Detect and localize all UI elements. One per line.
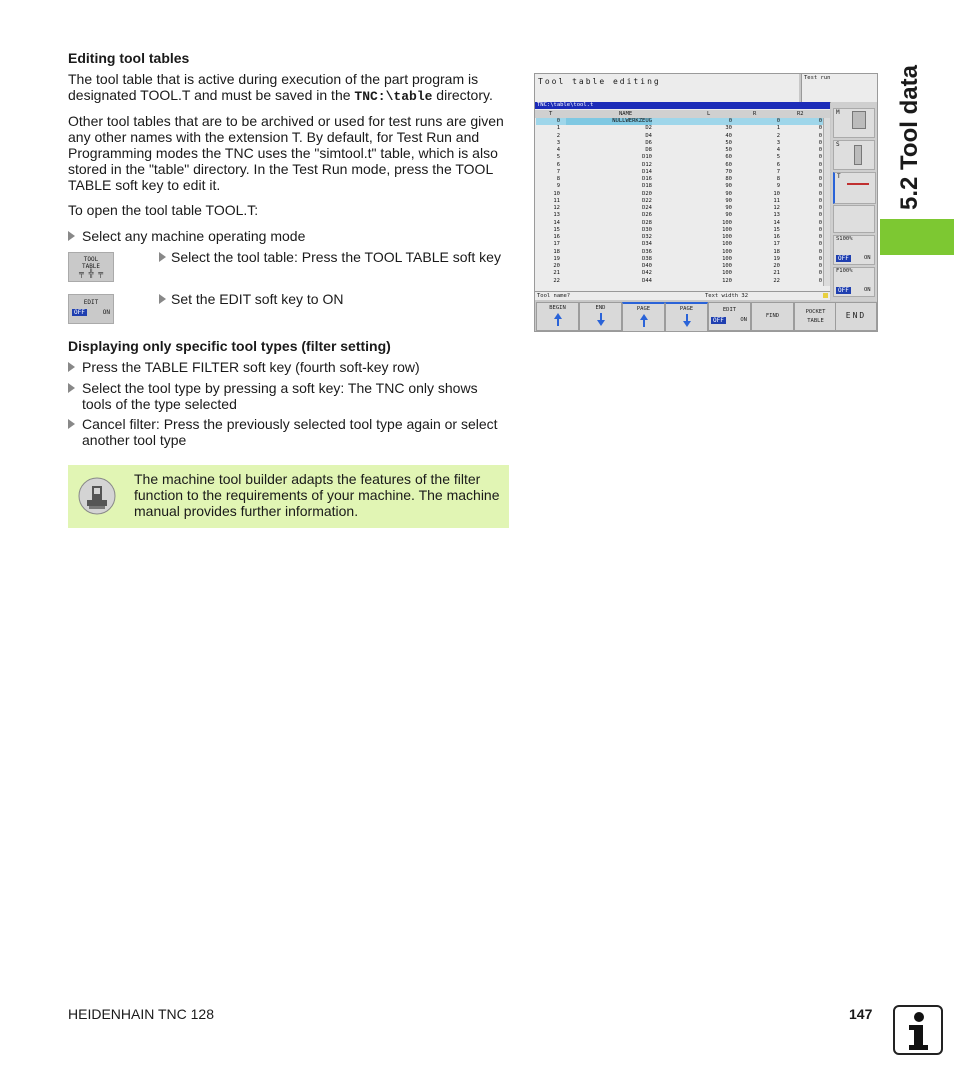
feed-off: OFF — [838, 287, 849, 294]
table-cell: 120 — [722, 277, 732, 284]
table-cell: 50 — [725, 139, 732, 146]
table-cell: 12 — [553, 205, 560, 211]
table-cell: 12 — [773, 205, 780, 211]
softkey-pocket-table[interactable] — [794, 302, 837, 331]
col-name: NAME — [619, 111, 633, 117]
table-cell: 16 — [553, 234, 560, 240]
edit-softkey-icon — [68, 294, 114, 324]
table-cell: 4 — [776, 147, 780, 153]
edit-on: ON — [740, 317, 747, 323]
table-cell: 60 — [725, 161, 732, 168]
table-cell: 90 — [725, 205, 732, 211]
table-cell: 0 — [818, 241, 822, 248]
col-r: R — [753, 111, 757, 117]
table-cell: 20 — [773, 263, 780, 269]
directory-code: TNC:\table — [354, 89, 433, 104]
on-indicator: ON — [102, 309, 110, 316]
table-cell: D16 — [642, 176, 652, 182]
table-cell: D42 — [642, 270, 652, 277]
table-cell: D2 — [645, 125, 652, 132]
spindle-override-label: S100% — [836, 236, 853, 242]
table-cell: 0 — [728, 118, 732, 124]
spindle-override[interactable] — [833, 235, 875, 265]
step-edit-on — [159, 291, 519, 307]
tool-length-icon — [847, 183, 869, 185]
table-cell: 0 — [818, 147, 822, 153]
bullet-filter-3 — [68, 416, 508, 448]
table-scrollbar[interactable] — [823, 118, 830, 286]
table-cell: 1 — [776, 125, 780, 132]
table-cell: NULLWERKZEUG — [566, 118, 652, 125]
table-cell: 0 — [818, 183, 822, 190]
table-cell: 10 — [553, 190, 560, 197]
table-cell: D26 — [642, 212, 652, 219]
note-text: The machine tool builder adapts the features of the filter function to the requirements of your machine. The machine manual provides further information. — [134, 471, 500, 519]
table-cell: 22 — [773, 277, 780, 284]
table-cell: D36 — [642, 248, 652, 255]
mode-panel — [801, 74, 877, 103]
info-icon — [893, 1005, 943, 1055]
softkey-label: PAGE — [636, 306, 651, 312]
table-cell: D32 — [642, 234, 652, 240]
table-cell: 0 — [818, 190, 822, 197]
table-cell: 0 — [818, 277, 822, 284]
softkey-label-tool: TOOL — [83, 256, 99, 263]
softkey-begin[interactable] — [536, 302, 579, 331]
table-cell: 40 — [725, 132, 732, 139]
arrow-down-icon — [597, 320, 605, 326]
table-cell: 17 — [773, 241, 780, 248]
col-t: T — [549, 111, 553, 117]
table-cell: 0 — [818, 168, 822, 175]
side-key-m[interactable]: M — [833, 108, 875, 138]
table-cell: 0 — [556, 118, 560, 124]
bullet-text: Select the tool type by pressing a soft key: The TNC only shows tools of the type selected — [82, 380, 478, 412]
table-cell: 50 — [725, 147, 732, 153]
side-key-blank[interactable] — [833, 205, 875, 233]
table-cell: 0 — [776, 118, 780, 124]
table-cell: 0 — [818, 248, 822, 255]
softkey-end-exit[interactable] — [835, 302, 877, 331]
table-cell: 0 — [818, 139, 822, 146]
col-r2: R2 — [797, 111, 804, 117]
table-cell: 21 — [773, 270, 780, 277]
table-cell: 0 — [818, 226, 822, 233]
table-cell: 6 — [556, 161, 560, 168]
side-softkey-panel — [831, 102, 877, 301]
table-cell: 9 — [556, 183, 560, 190]
bullet-arrow-icon — [68, 231, 75, 241]
table-cell: 8 — [776, 176, 780, 182]
softkey-edit[interactable] — [708, 302, 751, 331]
table-cell: 0 — [818, 161, 822, 168]
table-cell: D20 — [642, 190, 652, 197]
table-row[interactable] — [536, 278, 830, 285]
table-cell: 4 — [556, 147, 560, 153]
table-cell: 70 — [725, 168, 732, 175]
screen-title: Tool table editing — [538, 77, 661, 86]
para1-text-end: directory. — [432, 87, 493, 103]
table-cell: 0 — [818, 154, 822, 161]
edit-off: OFF — [713, 317, 724, 324]
paragraph-active-table — [68, 71, 508, 105]
table-cell: D12 — [642, 161, 652, 168]
table-cell: D28 — [642, 219, 652, 226]
table-cell: 0 — [818, 234, 822, 240]
table-cell: 90 — [725, 190, 732, 197]
tool-icon — [854, 145, 862, 165]
table-path: TNC:\table\tool.t — [537, 102, 594, 108]
table-cell: 0 — [818, 176, 822, 182]
bullet-text: Select any machine operating mode — [82, 228, 306, 244]
table-cell: 60 — [725, 154, 732, 161]
status-indicator-icon — [823, 293, 828, 298]
table-cell: 90 — [725, 197, 732, 204]
bullet-filter-1 — [68, 359, 508, 375]
col-l: L — [707, 111, 711, 117]
table-cell: 9 — [776, 183, 780, 190]
softkey-page-down[interactable] — [665, 302, 708, 332]
section-color-tab — [880, 219, 954, 255]
table-cell: 10 — [773, 190, 780, 197]
table-cell: 90 — [725, 212, 732, 219]
table-cell: 20 — [553, 263, 560, 269]
table-cell: 16 — [773, 234, 780, 240]
para1-text: The tool table that is active during execution of the part program is designated TOOL.T and must be saved in the — [68, 71, 479, 103]
table-cell: D4 — [645, 132, 652, 139]
table-cell: 100 — [722, 234, 732, 240]
table-cell: 3 — [776, 139, 780, 146]
side-key-t[interactable]: T — [833, 172, 876, 204]
table-cell: 0 — [818, 125, 822, 132]
table-cell: D38 — [642, 255, 652, 262]
table-cell: 0 — [818, 263, 822, 269]
softkey-label: BEGIN — [549, 305, 566, 311]
table-cell: D14 — [642, 168, 652, 175]
arrow-down-icon — [683, 321, 691, 327]
mode-label: Test run — [804, 75, 831, 81]
feed-override[interactable] — [833, 267, 875, 297]
softkey-label: END — [595, 305, 606, 311]
table-cell: D44 — [642, 277, 652, 284]
table-cell: 13 — [773, 212, 780, 219]
side-key-s[interactable]: S — [833, 140, 875, 170]
table-cell: 5 — [776, 154, 780, 161]
table-cell: 100 — [722, 226, 732, 233]
bullet-text: Press the TABLE FILTER soft key (fourth soft-key row) — [82, 359, 420, 375]
tnc-screen — [534, 73, 878, 332]
status-line — [535, 291, 830, 300]
note-box — [68, 465, 509, 528]
bullet-select-mode — [68, 228, 508, 244]
section-heading-filter: Displaying only specific tool types (filter setting) — [68, 338, 391, 354]
step-text: Select the tool table: Press the TOOL TABLE soft key — [171, 249, 501, 265]
table-cell: D30 — [642, 226, 652, 233]
table-cell: 8 — [556, 176, 560, 182]
table-cell: 22 — [553, 277, 560, 284]
paragraph-other-tables: Other tool tables that are to be archived or used for test runs are given any other names with the extension T. By default, for Test Run and Programming modes the TNC uses the "simtool.t" table, which is also stored in the "table" directory. In the Test Run mode, press the TOOL TABLE soft key to edit it. — [68, 113, 504, 193]
status-text-width: Text width 32 — [705, 293, 749, 299]
softkey-page-up[interactable] — [622, 302, 665, 332]
bullet-arrow-icon — [68, 383, 75, 393]
table-cell: 19 — [553, 255, 560, 262]
table-cell: 17 — [553, 241, 560, 248]
table-cell: D22 — [642, 197, 652, 204]
softkey-label-table: TABLE — [81, 263, 101, 270]
softkey-label: EDIT — [722, 307, 737, 313]
table-header — [535, 110, 830, 118]
section-heading-editing: Editing tool tables — [68, 50, 190, 66]
table-cell: 2 — [776, 132, 780, 139]
table-cell: 100 — [722, 241, 732, 248]
table-cell: 0 — [818, 212, 822, 219]
table-cell: D40 — [642, 263, 652, 269]
step-select-tool-table — [159, 249, 519, 265]
bullet-arrow-icon — [68, 419, 75, 429]
feed-override-label: F100% — [836, 268, 853, 274]
table-cell: 90 — [725, 183, 732, 190]
table-cell: D24 — [642, 205, 652, 211]
table-cell: 13 — [553, 212, 560, 219]
status-prompt: Tool name? — [537, 293, 571, 299]
table-cell: 100 — [722, 263, 732, 269]
spindle-off: OFF — [838, 255, 849, 262]
paragraph-open-table: To open the tool table TOOL.T: — [68, 202, 259, 218]
page-number: 147 — [849, 1006, 873, 1022]
path-bar — [535, 102, 830, 109]
table-cell: 5 — [556, 154, 560, 161]
table-cell: 14 — [553, 219, 560, 226]
footer-product: HEIDENHAIN TNC 128 — [68, 1006, 215, 1022]
table-cell: D8 — [645, 147, 652, 153]
table-cell: D18 — [642, 183, 652, 190]
table-cell: D34 — [642, 241, 652, 248]
step-text: Set the EDIT soft key to ON — [171, 291, 344, 307]
bullet-text: Cancel filter: Press the previously selected tool type again or select another tool type — [82, 416, 498, 448]
softkey-label: FIND — [765, 313, 780, 319]
table-cell: 0 — [818, 118, 822, 124]
table-cell: 11 — [773, 197, 780, 204]
table-cell: 11 — [553, 197, 560, 204]
table-cell: 2 — [556, 132, 560, 139]
bullet-arrow-icon — [68, 362, 75, 372]
table-cell: 0 — [818, 219, 822, 226]
spindle-icon — [852, 111, 866, 129]
softkey-label: POCKET TABLE — [805, 309, 826, 324]
step-arrow-icon — [159, 252, 166, 262]
table-cell: 18 — [553, 248, 560, 255]
table-cell: 100 — [722, 248, 732, 255]
table-cell: 1 — [556, 125, 560, 132]
table-cell: 21 — [553, 270, 560, 277]
side-tab-text: 5.2 Tool data — [896, 65, 923, 210]
table-cell: 30 — [725, 125, 732, 132]
table-cell: 0 — [818, 255, 822, 262]
feed-on: ON — [864, 287, 871, 293]
table-cell: 15 — [553, 226, 560, 233]
table-cell: D6 — [645, 139, 652, 146]
tool-table[interactable] — [535, 102, 830, 291]
table-cell: 80 — [725, 176, 732, 182]
softkey-find[interactable] — [751, 302, 794, 331]
spindle-on: ON — [864, 255, 871, 261]
machine-note-icon — [78, 477, 116, 515]
tool-symbols-icon: ╤ ╬ ╤ — [78, 269, 104, 278]
table-cell: 0 — [818, 197, 822, 204]
table-cell: 0 — [818, 270, 822, 277]
table-body — [535, 118, 830, 285]
softkey-label: PAGE — [679, 306, 694, 312]
table-cell: 7 — [776, 168, 780, 175]
table-cell: D10 — [642, 154, 652, 161]
softkey-label-edit: EDIT — [83, 299, 99, 306]
table-cell: 100 — [722, 270, 732, 277]
bullet-filter-2 — [68, 380, 508, 412]
off-indicator: OFF — [74, 309, 85, 316]
table-cell: 18 — [773, 248, 780, 255]
table-cell: 7 — [556, 168, 560, 175]
table-cell: 100 — [722, 219, 732, 226]
table-cell: 19 — [773, 255, 780, 262]
softkey-label: END — [845, 311, 867, 320]
step-arrow-icon — [159, 294, 166, 304]
table-cell: 0 — [818, 132, 822, 139]
table-cell: 15 — [773, 226, 780, 233]
table-cell: 14 — [773, 219, 780, 226]
table-cell: 100 — [722, 255, 732, 262]
tool-table-softkey-icon — [68, 252, 114, 282]
table-cell: 0 — [818, 205, 822, 211]
screen-title-bar — [535, 74, 799, 103]
table-cell: 6 — [776, 161, 780, 168]
softkey-end[interactable] — [579, 302, 622, 331]
side-tab-title — [896, 30, 926, 210]
table-cell: 3 — [556, 139, 560, 146]
